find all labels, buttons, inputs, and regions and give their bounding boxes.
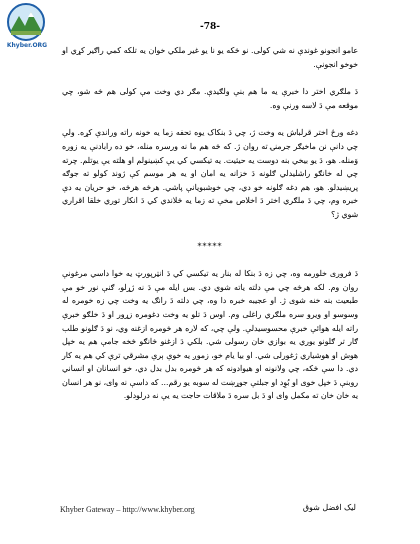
paragraph-2: دَ ملګري اختر دا خبرې یه ما هم بنې ولګیدې. مګر دي وخت مې کولی هم څه شو، چي موقعه مې دَ لاسه ورنې وه.: [62, 87, 358, 110]
paragraph-4: دَ فروری خلورمه وه، چي زه دَ بنکا له بنار یه تیکسي کي دَ انټرپورټ یه خوا داسي مرغونې روان وم. لکه هرڅه چي مې دلته یاته شوي دي. بس ایله مې دَ نه ژړلو، ګنې نور خو مې طبعیت بنه خنه شوی ژ. او عجیبه خبره دا وه، چي دلته دَ رانګ یه وخت چي زه خومره له وسوسو او ویرو سره ملګري راغلی وم. اوس دَ تلو یه وخت دغومره زړور او دَ خلګو خبرې راته ایله هوائې خبرې محسوسیدلې. ولې چي، که لاره هر څومره ازغنه وي، نو دَ ګلونو طلب ګار تر ګلونو یوري یه بوازي خان رسولی شي. بلکي دَ ازغنو څانګو څخه جامې هم یه خپل هوش او هوشیاري ژغورلی شي. او بیا یام خو، زموږ یه خوې ېرې مشرقي ترې کي هم یه کار دي. دا سې څکه، چي ولانونه او هیوادونه که هر څومره بدل بدل دي، خو انسانان او انساني روبنې دَ خپل خوی او بُوِد او جبلتې جوړښت له سوبه یو رقم... که داسې نه وای، نو هر انسان یه خان خان ته مکمل وای او دَ بل سره دَ ملاقات حاجت یه یې نه درلودلو.: [62, 269, 358, 401]
logo-text: Khyber.ORG: [6, 42, 48, 49]
section-separator: *****: [197, 241, 223, 251]
article-body: [62, 44, 358, 403]
paragraph-1: عامو انجونو غوندې نه شي کولی. نو څکه یو نا یو غیر ملکي خوان یه تلکه کمي راګیر کړي او خوخو انجونې.: [62, 46, 358, 69]
footer-author: لیک افضل شوق: [302, 503, 356, 512]
page-number: -78-: [200, 22, 220, 32]
paragraph-3: دغه ورځ اختر قرلباش یه وخت ژ، چي دَ بنکاک یوه تحفه زما یه خونه راته وراندې کړه. ولې چي دانې نن ماخیګر جرمنۍ ته روان ژ. که څه هم ما نه ورسره منله، خو ده رابادنې یه زوره وَمنله. هو، دَ یو بیخي بنه دوست یه حیثیت. یه تیکسي کي یې کښینولم او هلته یې یوتلم. چرته چي له خانګو راشلیدلي ګلونه دَ خزانه یه امان او یه هر موسم کې ژوند کولو ته جوګه پریښیدلو. هو، هم دغه ګلونه خو دي، چي خوشبویانې پاشي. هرڅه هرڅه، خو حریان یه دې خبره وم، چي دَ ملګري اختر دَ اخلاص مخې ته زما یه څلاندي کي دَ انکار توري خلقا اقراري شوي ژ؟: [62, 128, 358, 219]
footer-website: Khyber Gateway – http://www.khyber.org: [60, 505, 195, 514]
